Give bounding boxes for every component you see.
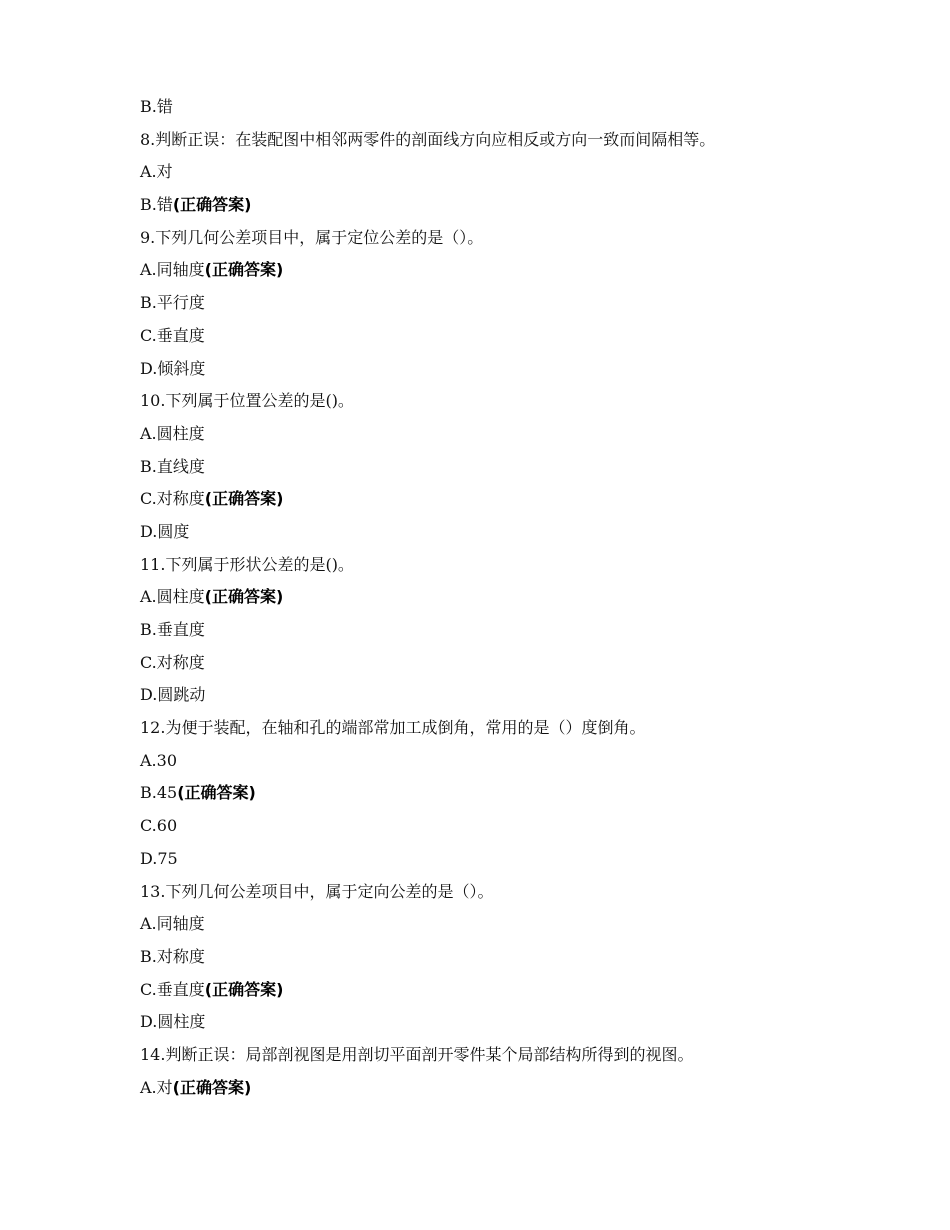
line-text: A.30 [140, 750, 177, 770]
question-stem [140, 124, 860, 157]
line-text: 11.下列属于形状公差的是()。 [140, 554, 354, 574]
line-text: B.对称度 [140, 946, 205, 966]
line-text: B.错 [140, 195, 173, 215]
line-text: 13.下列几何公差项目中，属于定向公差的是（）。 [140, 881, 494, 901]
answer-option [140, 614, 860, 647]
answer-option [140, 287, 860, 320]
line-text: D.倾斜度 [140, 358, 206, 378]
correct-answer-marker: (正确答案) [204, 587, 284, 607]
answer-option [140, 777, 860, 810]
line-text: B.直线度 [140, 456, 205, 476]
answer-option [140, 320, 860, 353]
answer-option [140, 647, 860, 680]
correct-answer-marker: (正确答案) [172, 195, 252, 215]
line-text: B.错 [140, 97, 173, 116]
answer-option [140, 745, 860, 778]
answer-option [140, 908, 860, 941]
answer-option [140, 516, 860, 549]
line-text: C.垂直度 [140, 325, 205, 345]
answer-option [140, 156, 860, 189]
answer-option [140, 483, 860, 516]
line-text: A.同轴度 [140, 914, 205, 934]
question-stem [140, 222, 860, 255]
answer-option [140, 353, 860, 386]
line-text: B.垂直度 [140, 620, 205, 639]
answer-option [140, 941, 860, 974]
line-text: A.对 [140, 162, 173, 182]
line-text: A.对 [140, 1077, 173, 1097]
correct-answer-marker: (正确答案) [172, 1077, 252, 1097]
answer-option [140, 1072, 860, 1105]
line-text: C.对称度 [140, 489, 205, 509]
question-stem [140, 712, 860, 745]
question-stem [140, 549, 860, 582]
answer-option [140, 843, 860, 876]
question-list [140, 91, 860, 1104]
correct-answer-marker: (正确答案) [204, 489, 284, 509]
line-text: 10.下列属于位置公差的是()。 [140, 391, 354, 411]
correct-answer-marker: (正确答案) [204, 260, 284, 280]
answer-option [140, 810, 860, 843]
question-stem [140, 876, 860, 909]
line-text: C.垂直度 [140, 979, 205, 999]
line-text: B.平行度 [140, 293, 205, 313]
answer-option [140, 1006, 860, 1039]
answer-option [140, 974, 860, 1007]
answer-option [140, 581, 860, 614]
answer-option [140, 91, 860, 124]
line-text: A.圆柱度 [140, 587, 205, 607]
answer-option [140, 451, 860, 484]
line-text: 8.判断正误：在装配图中相邻两零件的剖面线方向应相反或方向一致而间隔相等。 [140, 129, 716, 149]
question-stem [140, 385, 860, 418]
correct-answer-marker: (正确答案) [177, 783, 256, 803]
line-text: B.45 [140, 783, 178, 803]
line-text: 9.下列几何公差项目中，属于定位公差的是（）。 [140, 227, 484, 247]
line-text: C.对称度 [140, 652, 205, 672]
answer-option [140, 418, 860, 451]
line-text: A.同轴度 [140, 260, 205, 280]
line-text: 12.为便于装配，在轴和孔的端部常加工成倒角，常用的是（）度倒角。 [140, 718, 646, 738]
line-text: 14.判断正误：局部剖视图是用剖切平面剖开零件某个局部结构所得到的视图。 [140, 1044, 694, 1064]
correct-answer-marker: (正确答案) [204, 979, 284, 999]
answer-option [140, 189, 860, 222]
line-text: D.圆跳动 [140, 685, 206, 705]
question-stem [140, 1039, 860, 1072]
line-text: D.圆柱度 [140, 1012, 206, 1032]
line-text: D.75 [140, 848, 178, 868]
answer-option [140, 679, 860, 712]
line-text: A.圆柱度 [140, 423, 205, 443]
answer-option [140, 254, 860, 287]
line-text: C.60 [140, 816, 178, 836]
line-text: D.圆度 [140, 521, 190, 541]
